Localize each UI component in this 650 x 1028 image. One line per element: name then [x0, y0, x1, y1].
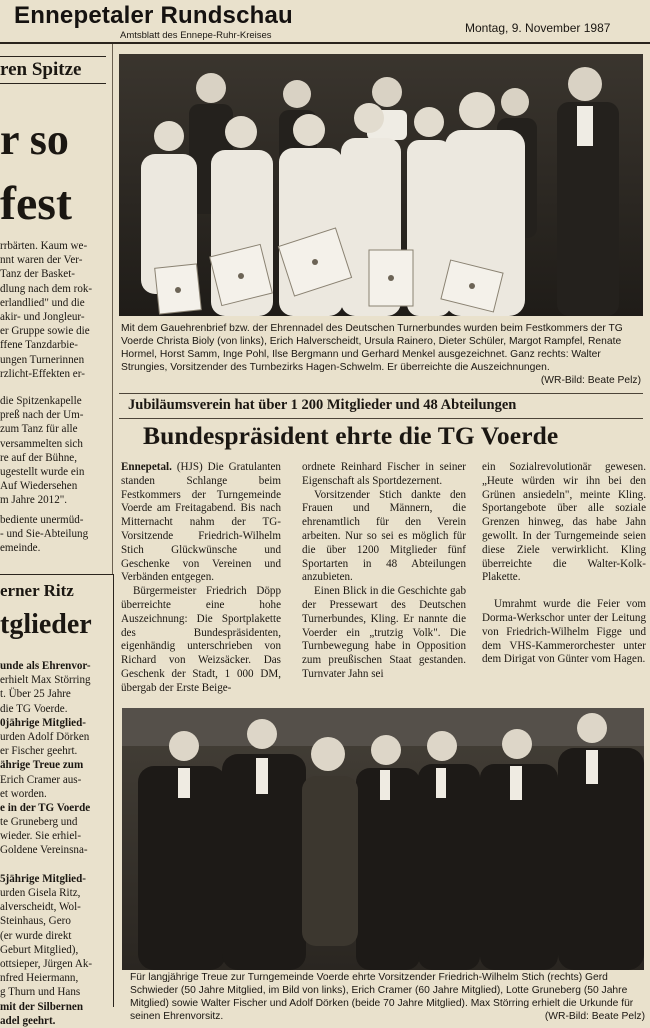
article-col3-paragraph: Umrahmt wurde die Feier vom Dorma-Werkschor unter der Leitung von Friedrich-Wilhelm Figge und dem VHS-Kammerorchester unter dem Dirigat von Günter vom Hagen. [482, 598, 646, 666]
left-text-line: Steinhaus, Gero [0, 915, 71, 928]
left-kicker: ren Spitze [0, 59, 82, 80]
left-text-line: unde als Ehrenvor- [0, 660, 91, 672]
article-col2-paragraph: Vorsitzender Stich dankte den Frauen und Männern, die ehrenamtlich für den Verein arbeiten. Nur so sei es möglich für die über 1200 Mitglieder fünf Sportarten in 48 Abteilungen anzubieten. [302, 488, 466, 584]
left-text-line: ungen Turnerinnen [0, 353, 85, 366]
photo-bottom-caption-text: Für langjährige Treue zur Turngemeinde Voerde ehrte Vorsitzender Friedrich-Wilhelm Stich (rechts) Gerd Schwieder (50 Jahre Mitglied, im Bild von links), Erich Cramer (60 Jahre Mitglied), Lotte Gruneberg (50 Jahre Mitglied) sowie Walter Fischer und Adolf Dörken (beide 70 Jahre Mitglied). Max Störring erhielt die Urkunde für seinen Ehrenvorsitz. [130, 972, 634, 1023]
left-text-line: m Jahre 2012". [0, 494, 68, 507]
left-text-line: Tanz der Basket- [0, 268, 75, 281]
article-col1-paragraph: Ennepetal. (HJS) Die Gratulanten standen Schlange beim Festkommers der Turngemeinde Voerde am Freitagabend. Bis nach Mitternacht nahm der TG-Vorsitzende Friedrich-Wilhelm Stich Glückwünsche und Geschenke von Vereinen und Verbänden entgegen. [121, 461, 281, 584]
article-headline: Bundespräsident ehrte die TG Voerde [143, 421, 559, 450]
photo-top-caption [121, 322, 641, 387]
left-text-line: g Thurn und Hans [0, 986, 81, 999]
left-text-line: t. Über 25 Jahre [0, 688, 71, 701]
article-col3-paragraph: ein Sozialrevolutionär gewesen. „Heute würden wir ihn bei den Grünen ansiedeln", meinte Kling. Sportangebote über alle soziale Grenzen hinweg, das habe Jahn gewollt. In der Turngemeinde seien diese Ziele verwirklicht. Kling überreichte die Walter-Kolk-Plakette. [482, 461, 646, 584]
article-column-2 [302, 461, 466, 682]
left-text-line: urden Gisela Ritz, [0, 887, 81, 899]
left-text-line: dlung nach dem rok- [0, 282, 93, 295]
left-text-line: rrbärten. Kaum we- [0, 240, 88, 252]
left-article-2-headline: tglieder [0, 609, 92, 640]
newspaper-subtitle: Amtsblatt des Ennepe-Ruhr-Kreises [120, 30, 272, 41]
left-text-line: alverscheidt, Wol- [0, 901, 81, 914]
article-col2-paragraph: ordnete Reinhard Fischer in seiner Eigenschaft als Sportdezernent. [302, 461, 466, 487]
left-article [0, 46, 110, 576]
left-text-line: te Gruneberg und [0, 816, 78, 829]
subheadline-rule [119, 393, 643, 394]
left-text-line: erlandlied" und die [0, 296, 85, 309]
left-text-line [0, 858, 112, 872]
left-text-line: preß nach der Um- [0, 409, 84, 422]
left-article-2-text [0, 659, 112, 1028]
left-text-line: bediente unermüd- [0, 514, 84, 526]
left-text-line: 0jährige Mitglied- [0, 716, 86, 729]
left-article-text-b [0, 394, 110, 508]
left-text-line: re auf der Bühne, [0, 451, 78, 464]
photo-bottom-credit: (WR-Bild: Beate Pelz) [544, 1011, 645, 1023]
left-text-line: ottsieper, Jürgen Ak- [0, 957, 93, 970]
left-text-line: Auf Wiedersehen [0, 480, 78, 493]
left-text-line: nfred Heiermann, [0, 972, 79, 985]
photo-bottom-caption [130, 971, 645, 1023]
article-col2-paragraph: Einen Blick in die Geschichte gab der Pressewart des Deutschen Turnerbundes, Kling. Er nannte die Voerder ein „trutzig Volk". Die Turnbewegung habe in Opposition zum preußischen Staat gestanden. Turnvater Jahn sei [302, 585, 466, 680]
left-text-line: nnt waren der Ver- [0, 254, 83, 267]
article-dateline: Ennepetal. [121, 461, 172, 473]
photo-top-credit: (WR-Bild: Beate Pelz) [540, 375, 641, 387]
left-text-line: urden Adolf Dörken [0, 730, 90, 743]
left-text-line: adel geehrt. [0, 1014, 56, 1027]
left-text-line: rzlicht-Effekten er- [0, 367, 85, 380]
left-kicker-box [0, 56, 106, 84]
article-subheadline: Jubiläumsverein hat über 1 200 Mitglieder und 48 Abteilungen [128, 397, 517, 413]
article-column-1 [121, 461, 281, 696]
newspaper-title: Ennepetaler Rundschau [14, 2, 293, 29]
left-text-line: die Spitzenkapelle [0, 395, 82, 407]
left-article-2 [0, 574, 114, 1027]
masthead-rule [0, 42, 650, 44]
photo-award-recipients [119, 54, 643, 316]
left-article-text-c [0, 513, 110, 556]
left-text-line: wieder. Sie erhiel- [0, 830, 82, 843]
article-col1-paragraph: Bürgermeister Friedrich Döpp überreichte eine hohe Auszeichnung: Die Sportplakette des Bundespräsidenten, eigenhändig unterschrieben von Richard von Weizsäcker. Das Geschenk der Stadt, 1 000 DM, übergab der Erste Beige- [121, 585, 281, 694]
left-text-line: 5jährige Mitglied- [0, 872, 86, 885]
left-text-line: er Gruppe sowie die [0, 325, 90, 338]
left-text-line: emeinde. [0, 542, 41, 555]
left-article-2-kicker: erner Ritz [0, 581, 74, 600]
left-text-line: et worden. [0, 787, 47, 800]
left-text-line: - und Sie-Abteilung [0, 528, 89, 541]
left-text-line: ugestellt wurde ein [0, 465, 85, 478]
photo-top-caption-text: Mit dem Gauehrenbrief bzw. der Ehrennadel des Deutschen Turnerbundes wurden beim Festkommers der TG Voerde Christa Bioly (von links), Erich Halverscheidt, Ursula Rainero, Dieter Schüler, Margot Rampfel, Renate Hormel, Horst Samm, Inge Pohl, Ilse Bergmann und Gerhard Menkel ausgezeichnet. Ganz rechts: Walter Strungies, Vorsitzender des Turnbezirks Hagen-Schwelm. Er überreichte die Auszeichnungen. [121, 323, 623, 374]
left-text-line: akir- und Jongleur- [0, 310, 85, 323]
left-text-line: mit der Silbernen [0, 1000, 83, 1013]
left-text-line: Goldene Vereinsna- [0, 844, 88, 857]
left-text-line: zum Tanz für alle [0, 423, 78, 436]
left-text-line: ffene Tanzdarbie- [0, 339, 78, 352]
left-column-rule [112, 44, 113, 574]
article-column-3 [482, 461, 646, 667]
subheadline-rule-bottom [119, 418, 643, 419]
left-text-line: die TG Voerde. [0, 702, 68, 715]
left-headline-line-1: r so [0, 115, 69, 164]
left-text-line: Geburt Mitglied), [0, 943, 79, 956]
photo-longtime-members [122, 708, 644, 970]
issue-date: Montag, 9. November 1987 [465, 21, 611, 35]
left-text-line: erhielt Max Störring [0, 674, 91, 687]
left-article-text-a [0, 239, 110, 381]
left-text-line: versammelten sich [0, 437, 83, 450]
left-text-line: Erich Cramer aus- [0, 773, 82, 786]
left-text-line: ährige Treue zum [0, 759, 84, 772]
left-text-line: (er wurde direkt [0, 929, 72, 942]
left-text-line: e in der TG Voerde [0, 801, 91, 814]
left-headline-line-2: fest [0, 177, 72, 230]
left-text-line: er Fischer geehrt. [0, 745, 78, 758]
